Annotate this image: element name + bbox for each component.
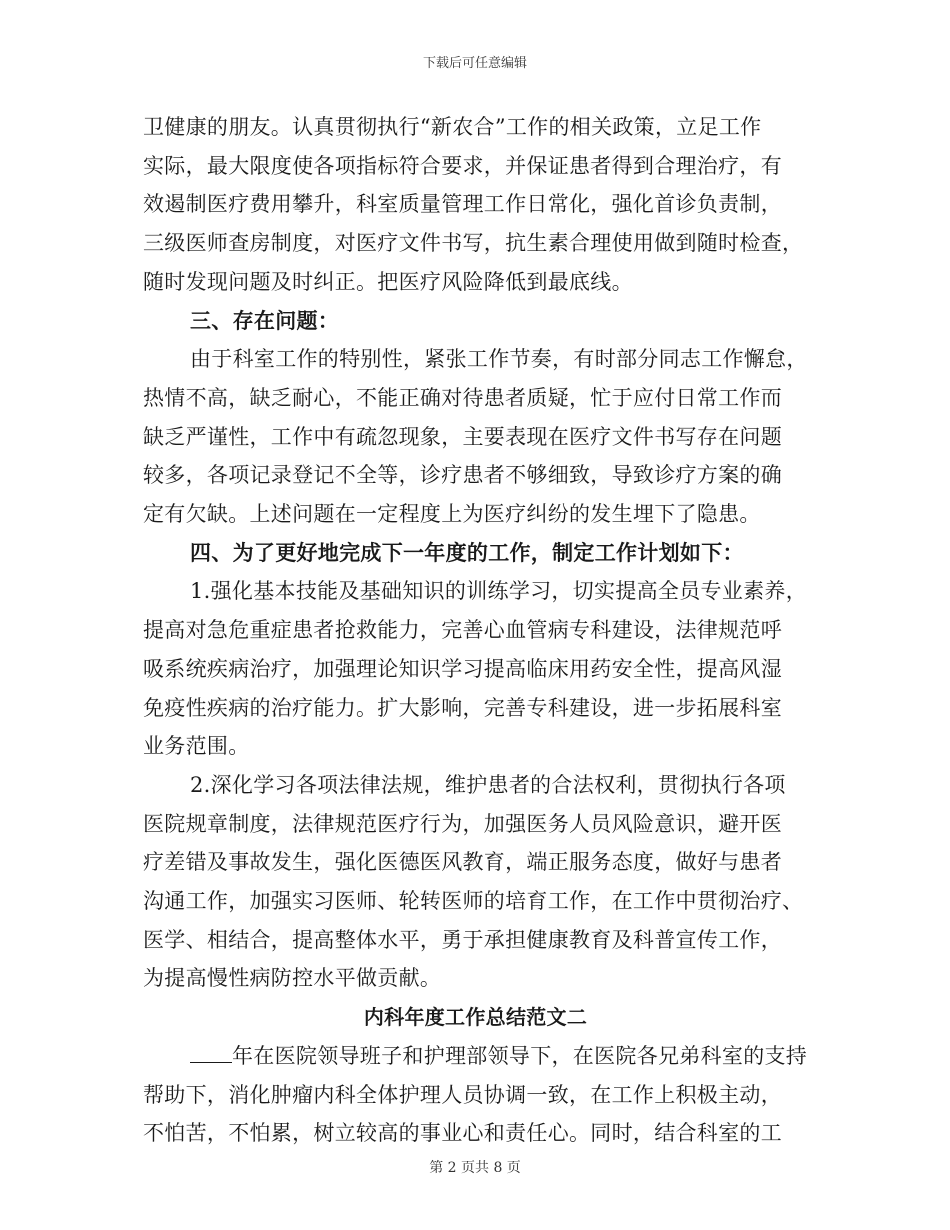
page-footer: 第 2 页共 8 页 xyxy=(429,1160,521,1176)
text-line: 免疫性疾病的治疗能力。扩大影响，完善专科建设，进一步拓展科室 xyxy=(143,695,782,720)
text-line: 医院规章制度，法律规范医疗行为，加强医务人员风险意识，避开医 xyxy=(143,811,782,836)
text-line: 2.深化学习各项法律法规，维护患者的合法权利，贯彻执行各项 xyxy=(190,772,786,797)
fill-in-blank xyxy=(190,1044,232,1063)
text-line: 医学、相结合，提高整体水平，勇于承担健康教育及科普宣传工作， xyxy=(143,927,782,952)
text-line: 实际，最大限度使各项指标符合要求，并保证患者得到合理治疗，有 xyxy=(143,153,782,178)
text-line: 缺乏严谨性，工作中有疏忽现象，主要表现在医疗文件书写存在问题 xyxy=(143,424,782,449)
page-header: 下载后可任意编辑 xyxy=(422,56,527,71)
text-line: 随时发现问题及时纠正。把医疗风险降低到最底线。 xyxy=(143,269,633,294)
section-heading-plan: 四、为了更好地完成下一年度的工作，制定工作计划如下： xyxy=(190,539,744,565)
text-line: 1.强化基本技能及基础知识的训练学习，切实提高全员专业素养， xyxy=(190,579,808,604)
text-line: 不怕苦，不怕累，树立较高的事业心和责任心。同时，结合科室的工 xyxy=(143,1121,782,1146)
text-line: 帮助下，消化肿瘤内科全体护理人员协调一致，在工作上积极主动， xyxy=(143,1082,782,1107)
text-line: 业务范围。 xyxy=(143,734,250,759)
text-line: 为提高慢性病防控水平做贡献。 xyxy=(143,966,442,991)
text-line: 由于科室工作的特别性，紧张工作节奏，有时部分同志工作懈怠， xyxy=(190,347,808,372)
section-heading-problems: 三、存在问题： xyxy=(190,307,340,333)
section-title: 内科年度工作总结范文二 xyxy=(363,1005,588,1030)
text-line: 疗差错及事故发生，强化医德医风教育，端正服务态度，做好与患者 xyxy=(143,850,782,875)
text-line: 定有欠缺。上述问题在一定程度上为医疗纠纷的发生埋下了隐患。 xyxy=(143,502,761,527)
text-line: 提高对急危重症患者抢救能力，完善心血管病专科建设，法律规范呼 xyxy=(143,618,782,643)
document-body xyxy=(143,108,808,1153)
text-line: 三级医师查房制度，对医疗文件书写，抗生素合理使用做到随时检查， xyxy=(143,231,804,256)
text-line: 较多，各项记录登记不全等，诊疗患者不够细致，导致诊疗方案的确 xyxy=(143,463,782,488)
text-line: 热情不高，缺乏耐心，不能正确对待患者质疑，忙于应付日常工作而 xyxy=(143,385,782,410)
text-line: 年在医院领导班子和护理部领导下，在医院各兄弟科室的支持 xyxy=(232,1043,808,1068)
text-line: 卫健康的朋友。认真贯彻执行“新农合”工作的相关政策，立足工作 xyxy=(143,115,762,139)
text-line: 吸系统疾病治疗，加强理论知识学习提高临床用药安全性，提高风湿 xyxy=(143,656,782,681)
text-line-with-blank xyxy=(143,1037,808,1076)
text-line: 沟通工作，加强实习医师、轮转医师的培育工作，在工作中贯彻治疗、 xyxy=(143,889,804,914)
text-line: 效遏制医疗费用攀升，科室质量管理工作日常化，强化首诊负责制， xyxy=(143,192,782,217)
